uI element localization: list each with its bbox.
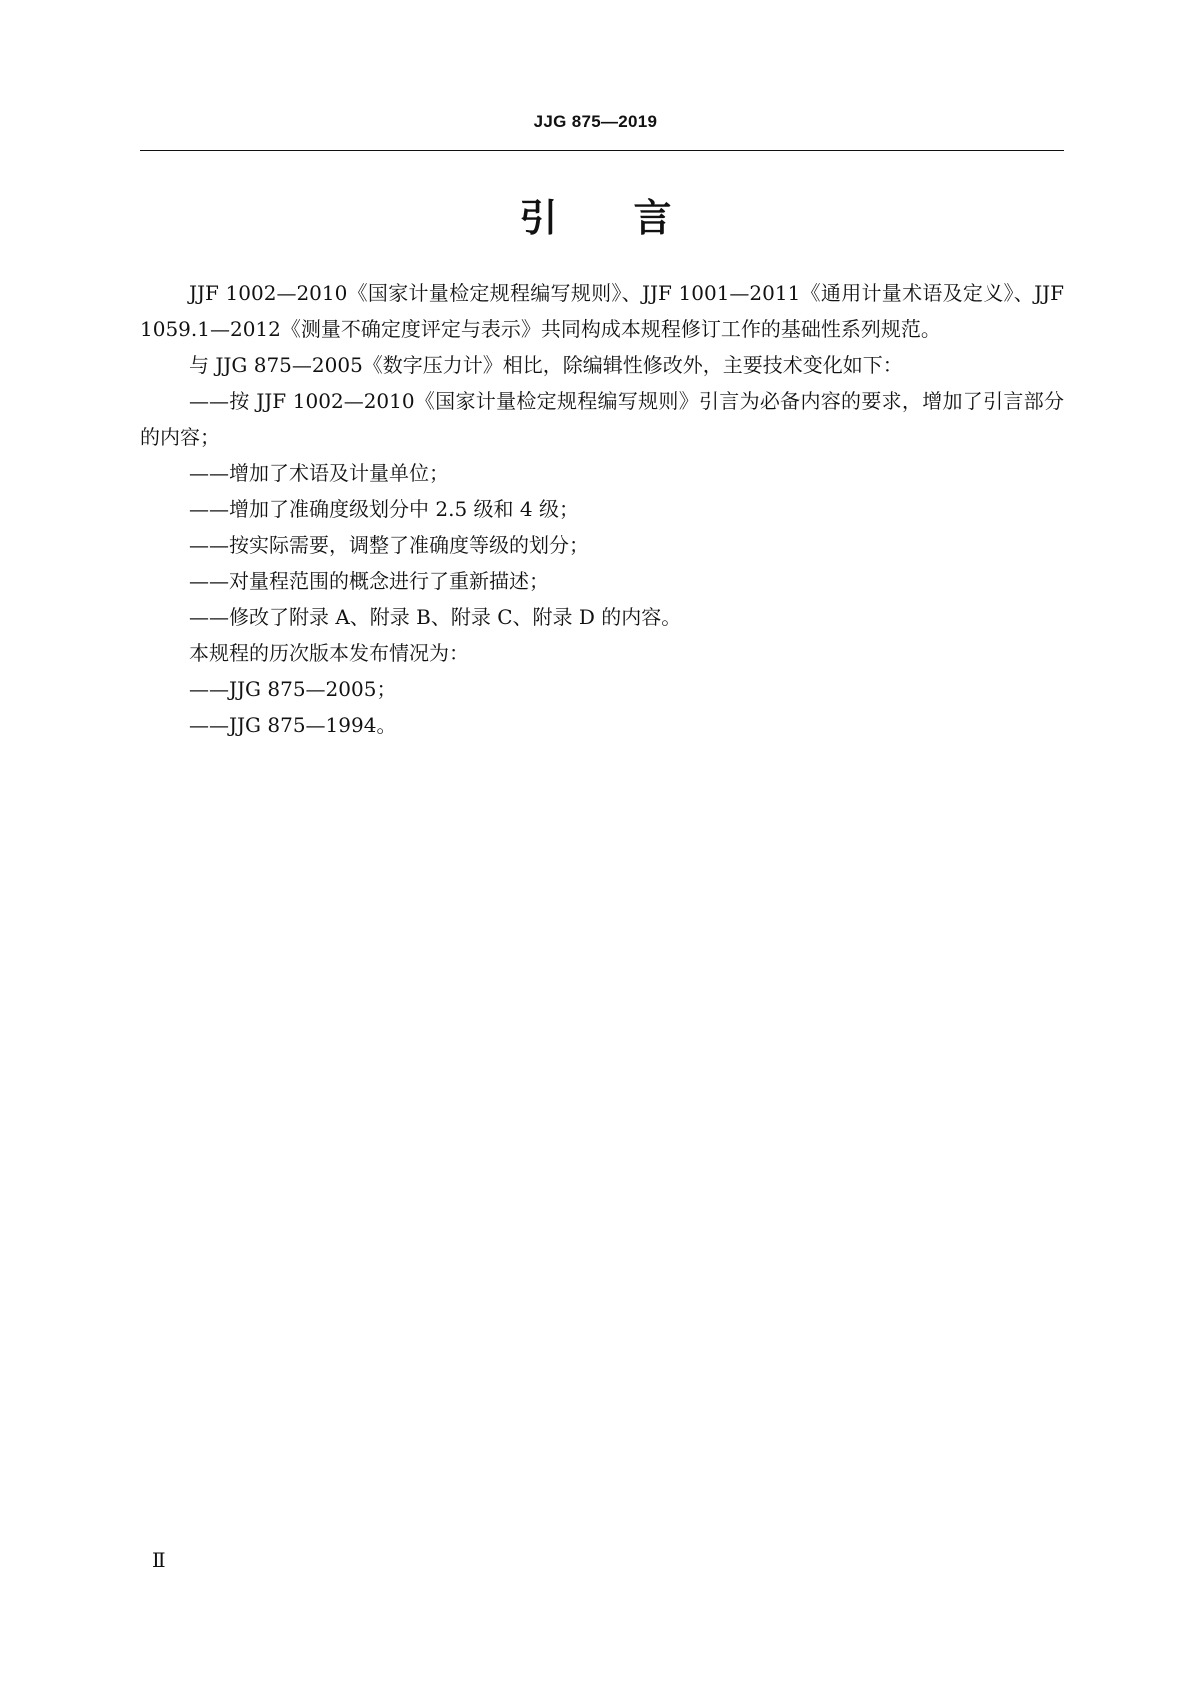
change-item-accuracy-classes: ——增加了准确度级划分中 2.5 级和 4 级； — [189, 497, 579, 521]
paragraph-version-history: 本规程的历次版本发布情况为： — [189, 641, 469, 665]
section-title: 引 言 — [519, 196, 672, 240]
page-number: Ⅱ — [152, 1548, 166, 1572]
change-item-introduction: ——按 JJF 1002—2010《国家计量检定规程编写规则》引言为必备内容的要求，增加了引言部分的内容； — [140, 389, 1064, 449]
version-item-1994: ——JJG 875—1994。 — [189, 713, 397, 737]
header-rule — [140, 150, 1064, 151]
paragraph-changes-intro: 与 JJG 875—2005《数字压力计》相比，除编辑性修改外，主要技术变化如下： — [189, 353, 903, 377]
paragraph-normative-basis: JJF 1002—2010《国家计量检定规程编写规则》、JJF 1001—2011《通用计量术语及定义》、JJF 1059.1—2012《测量不确定度评定与表示》共同构成本规程修订工作的基础性系列规范。 — [140, 281, 1064, 341]
change-item-appendices: ——修改了附录 A、附录 B、附录 C、附录 D 的内容。 — [189, 605, 682, 629]
introduction-body — [140, 275, 1064, 743]
change-item-range-concept: ——对量程范围的概念进行了重新描述； — [189, 569, 549, 593]
change-item-class-adjustment: ——按实际需要，调整了准确度等级的划分； — [189, 533, 589, 557]
version-item-2005: ——JJG 875—2005； — [189, 677, 397, 701]
document-header-code: JJG 875—2019 — [533, 112, 658, 131]
change-item-terms: ——增加了术语及计量单位； — [189, 461, 449, 485]
